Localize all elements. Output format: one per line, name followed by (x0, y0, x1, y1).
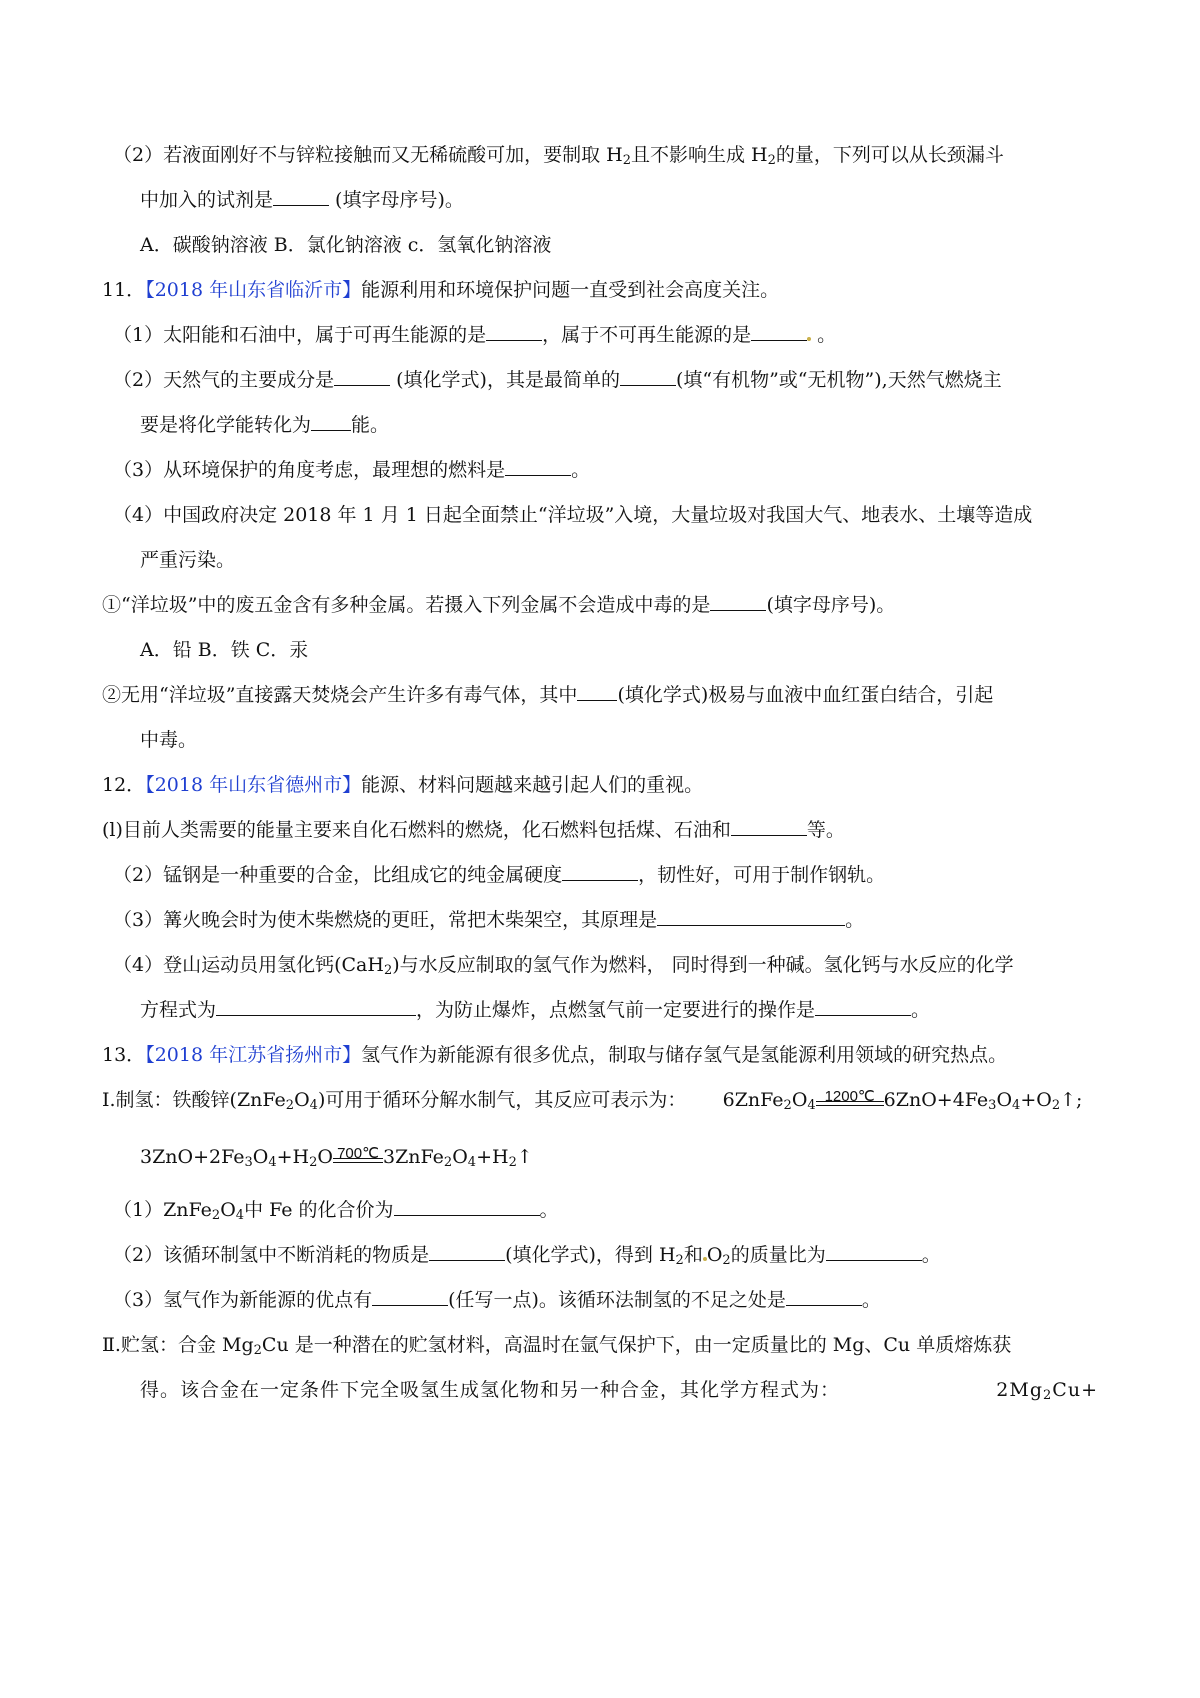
equation-text: +H (276, 1146, 310, 1168)
text: (填“有机物”或“无机物”),天然气燃烧主 (675, 369, 1002, 391)
answer-blank[interactable] (394, 1197, 540, 1216)
equation-text: 3ZnFe (383, 1146, 444, 1168)
question-title: 氢气作为新能源有很多优点，制取与储存氢气是氢能源利用领域的研究热点。 (361, 1044, 1008, 1066)
text: I.制氢：铁酸锌(ZnFe (102, 1089, 286, 1111)
text: O (294, 1089, 310, 1111)
text: 。 (571, 459, 591, 481)
text: )与水反应制取的氢气作为燃料， 同时得到一种碱。氢化钙与水反应的化学 (392, 954, 1014, 976)
answer-blank[interactable] (372, 1287, 448, 1306)
q10-part2-line1: （2）若液面刚好不与锌粒接触而又无稀硫酸可加，要制取 $H_2$且不影响生成 $H_2$的量，下列可以从长颈漏斗 (113, 144, 1004, 168)
text: 的量，下列可以从长颈漏斗 (775, 144, 1004, 166)
answer-blank[interactable] (731, 817, 807, 836)
q10-part2-line2 (140, 185, 464, 215)
answer-blank[interactable] (311, 412, 351, 431)
answer-blank[interactable] (429, 1242, 505, 1261)
text: （3）从环境保护的角度考虑，最理想的燃料是 (113, 459, 506, 481)
q12-part4-line2 (140, 995, 930, 1025)
q11-part1 (113, 320, 836, 350)
q13-part1: $(1)ZnFe_2O_4$中 Fe 的化合价为 。 (113, 1199, 559, 1223)
text: 中加入的试剂是 (140, 189, 274, 211)
q11-sub1-options: A．铅 B．铁 C．汞 (140, 639, 309, 661)
text: 要是将化学能转化为 (140, 414, 312, 436)
reaction-condition-arrow (333, 1143, 383, 1173)
text: （2）若液面刚好不与锌粒接触而又无稀硫酸可加，要制取 H (113, 144, 623, 166)
text: ①“洋垃圾”中的废五金含有多种金属。若摄入下列金属不会造成中毒的是 (102, 594, 711, 616)
q11-part2-line2 (140, 410, 389, 440)
text: 中 Fe 的化合价为 (244, 1199, 394, 1221)
q11-part2-line1 (113, 365, 1002, 395)
answer-blank[interactable] (620, 367, 676, 386)
text: (填化学式)，其是最简单的 (390, 369, 620, 391)
answer-blank[interactable] (826, 1242, 922, 1261)
equation-text: $2Mg_2Cu+$ (996, 1379, 1098, 1403)
answer-blank[interactable] (815, 997, 911, 1016)
text: 方程式为 (140, 999, 217, 1021)
text: 能。 (351, 414, 390, 436)
q11-sub1 (102, 590, 895, 620)
q11-part4-line2: 严重污染。 (140, 549, 236, 571)
equation-text: 6ZnO+4Fe (883, 1089, 989, 1111)
answer-blank[interactable] (710, 592, 766, 611)
q12-part4-line1: （4）登山运动员用氢化钙(CaH$_2$)与水反应制取的氢气作为燃料， 同时得到一种碱。氢化钙与水反应的化学 (113, 954, 1014, 978)
question-number: 12． (102, 774, 146, 796)
text: （4）登山运动员用氢化钙(CaH (113, 954, 384, 976)
text: ，为防止爆炸，点燃氢气前一定要进行的操作是 (416, 999, 816, 1021)
q13-part-i-line1: I.制氢：铁酸锌$(ZnFe_2O_4)$可用于循环分解水制气，其反应可表示为： $6ZnFe_2O_4$ 1200℃ $6ZnO+4Fe_3O_4+O_2↑$; (102, 1085, 1082, 1116)
equation-text: 6ZnFe (722, 1089, 784, 1111)
text: (填字母序号)。 (766, 594, 896, 616)
question-source: 【2018 年江苏省扬州市】 (145, 1044, 362, 1066)
q10-options: A．碳酸钠溶液 B．氯化钠溶液 c．氢氧化钠溶液 (140, 234, 552, 256)
reaction-condition-arrow (816, 1086, 884, 1116)
text: 和 (683, 1244, 703, 1266)
text: （3）氢气作为新能源的优点有 (113, 1289, 373, 1311)
question-source: 【2018 年山东省临沂市】 (145, 279, 362, 301)
q13-heading (102, 1040, 1007, 1070)
answer-blank[interactable] (657, 907, 845, 926)
text: 。 (921, 1244, 941, 1266)
text: (填化学式)，得到 H (505, 1244, 676, 1266)
text: ，韧性好，可用于制作钢轨。 (638, 864, 886, 886)
text: （1）ZnFe (113, 1199, 212, 1221)
text: 。 (861, 1289, 881, 1311)
q13-part-i-line2: $3ZnO+2Fe_3O_4+H_2O$ 700℃ $3ZnFe_2O_4+H_2↑$ (140, 1142, 533, 1173)
text: （2）天然气的主要成分是 (113, 369, 335, 391)
reaction-temperature: 700℃ (337, 1145, 379, 1162)
text: (填化学式)极易与血液中血红蛋白结合，引起 (617, 684, 994, 706)
q11-heading (102, 275, 779, 305)
q13-part2: （2）该循环制氢中不断消耗的物质是 (填化学式)，得到 $H_2$和 $O_2$的质量比为 。 (113, 1244, 941, 1268)
text: （2）锰钢是一种重要的合金，比组成它的纯金属硬度 (113, 864, 563, 886)
q11-part3 (113, 455, 590, 485)
text: ②无用“洋垃圾”直接露天焚烧会产生许多有毒气体，其中 (102, 684, 578, 706)
answer-blank[interactable] (486, 322, 542, 341)
q11-part4-line1: （4）中国政府决定 2018 年 1 月 1 日起全面禁止“洋垃圾”入境，大量垃圾对我国大气、地表水、土壤等造成 (113, 504, 1033, 526)
question-number: 11． (102, 279, 146, 301)
text: (任写一点)。该循环法制氢的不足之处是 (448, 1289, 786, 1311)
text: 的质量比为 (730, 1244, 826, 1266)
text: 等。 (806, 819, 845, 841)
q11-sub2-line2: 中毒。 (140, 729, 198, 751)
answer-blank[interactable] (577, 682, 617, 701)
answer-blank[interactable] (334, 367, 390, 386)
text: 且不影响生成 H (630, 144, 768, 166)
text: (l)目前人类需要的能量主要来自化石燃料的燃烧，化石燃料包括煤、石油和 (102, 819, 731, 841)
question-title: 能源、材料问题越来越引起人们的重视。 (361, 774, 704, 796)
text: 。 (845, 909, 865, 931)
text: （2）该循环制氢中不断消耗的物质是 (113, 1244, 430, 1266)
text: （1）太阳能和石油中，属于可再生能源的是 (113, 324, 487, 346)
answer-blank[interactable] (786, 1287, 862, 1306)
reaction-temperature: 1200℃ (824, 1088, 875, 1105)
text: 得。该合金在一定条件下完全吸氢生成氢化物和另一种合金，其化学方程式为： (140, 1379, 841, 1401)
question-source: 【2018 年山东省德州市】 (145, 774, 362, 796)
q12-part2 (113, 860, 885, 890)
equation-text: +H (476, 1146, 509, 1168)
question-number: 13． (102, 1044, 146, 1066)
text: Cu 是一种潜在的贮氢材料，高温时在氩气保护下，由一定质量比的 Mg、Cu 单质熔炼获 (261, 1334, 1012, 1356)
answer-blank[interactable] (505, 457, 571, 476)
text: (填字母序号)。 (329, 189, 464, 211)
q13-part3 (113, 1285, 881, 1315)
text: （3）篝火晚会时为使木柴燃烧的更旺，常把木柴架空，其原理是 (113, 909, 658, 931)
text: Ⅱ.贮氢：合金 Mg (102, 1334, 254, 1356)
q13-part-ii-line2 (140, 1375, 1098, 1405)
q12-part3 (113, 905, 864, 935)
q12-part1 (102, 815, 845, 845)
equation-text: 3ZnO+2Fe (140, 1146, 245, 1168)
text: 。 (539, 1199, 559, 1221)
stray-mark (807, 337, 811, 341)
q12-heading (102, 770, 703, 800)
answer-blank[interactable] (562, 862, 638, 881)
text: ，属于不可再生能源的是 (542, 324, 752, 346)
answer-blank[interactable] (751, 322, 807, 341)
text: )可用于循环分解水制气，其反应可表示为： (317, 1089, 687, 1111)
question-title: 能源利用和环境保护问题一直受到社会高度关注。 (361, 279, 780, 301)
text: 2Mg (996, 1379, 1044, 1401)
text: Cu+ (1052, 1379, 1098, 1401)
text: 。 (817, 324, 837, 346)
equation-text: +O (1020, 1089, 1052, 1111)
text: 。 (911, 999, 931, 1021)
answer-blank[interactable] (216, 997, 416, 1016)
text: O (706, 1244, 723, 1266)
q11-sub2-line1 (102, 680, 993, 710)
answer-blank[interactable] (273, 187, 329, 206)
q13-part-ii-line1: Ⅱ.贮氢：合金 $Mg_2Cu$ 是一种潜在的贮氢材料，高温时在氩气保护下，由一定质量比的 Mg、Cu 单质熔炼获 (102, 1334, 1012, 1358)
